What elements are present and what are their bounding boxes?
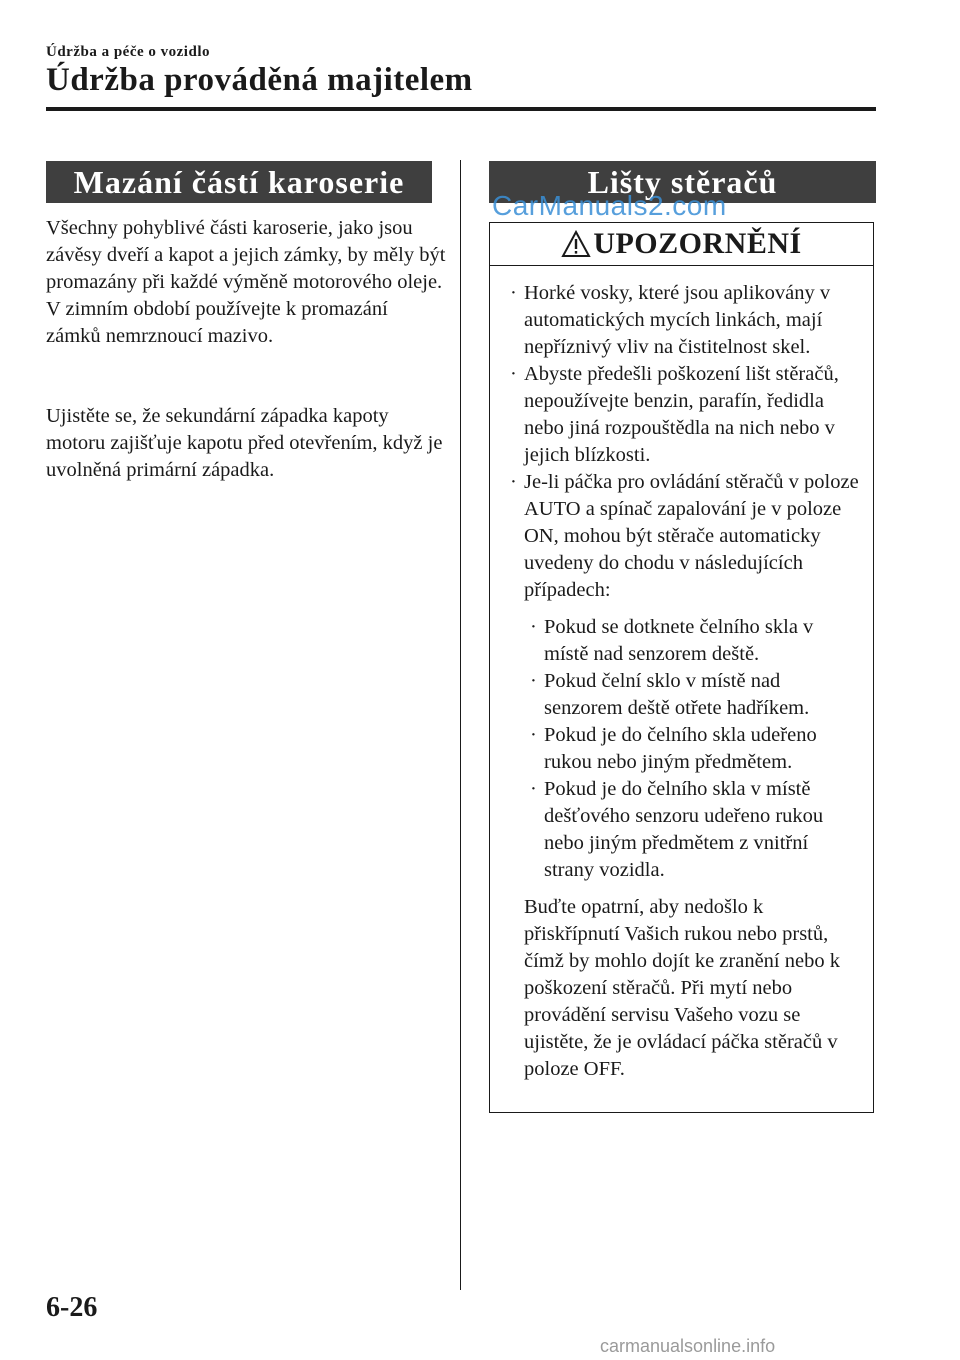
- caution-sub-bullet: · Pokud čelní sklo v místě nad senzorem deště otřete hadříkem.: [530, 668, 859, 722]
- footer-site-mark: carmanualsonline.info: [600, 1336, 776, 1356]
- lubrication-paragraph-1: Všechny pohyblivé části karoserie, jako jsou závěsy dveří a kapot a jejich zámky, by měly být promazány při každé výměně motorového oleje. V zimním období používejte k promazání zámků nemrznoucí mazivo.: [46, 217, 446, 347]
- section-banner-lubrication: Mazání částí karoserie: [46, 161, 432, 203]
- caution-sub-list: [530, 614, 859, 884]
- header-rule: [46, 107, 876, 111]
- caution-sub-bullet: · Pokud se dotknete čelního skla v místě nad senzorem deště.: [530, 614, 859, 668]
- caution-body: [490, 266, 873, 1083]
- lubrication-paragraph-2: Ujistěte se, že sekundární západka kapoty motoru zajišťuje kapotu před otevřením, když je uvolněná primární západka.: [46, 405, 443, 481]
- caution-bullet: · Horké vosky, které jsou aplikovány v automatických mycích linkách, mají nepříznivý vliv na čistitelnost skel.: [510, 280, 859, 361]
- caution-heading: UPOZORNĚNÍ: [593, 227, 802, 260]
- caution-sub-bullet: · Pokud je do čelního skla udeřeno rukou nebo jiným předmětem.: [530, 722, 859, 776]
- caution-header: [490, 223, 873, 266]
- warning-triangle-icon: [561, 230, 591, 258]
- caution-bullet: · Abyste předešli poškození lišt stěračů, nepoužívejte benzin, parafín, ředidla nebo jiná rozpouštědla na nich nebo v jejich blízkosti.: [510, 361, 859, 469]
- section-banner-wiper-blades: Lišty stěračů: [489, 161, 876, 203]
- caution-box: [489, 222, 874, 1113]
- column-divider: [460, 160, 461, 1290]
- chapter-title: Údržba prováděná majitelem: [46, 62, 473, 98]
- caution-sub-bullet: · Pokud je do čelního skla v místě dešťového senzoru udeřeno rukou nebo jiným předmětem z vnitřní strany vozidla.: [530, 776, 859, 884]
- section-label: Údržba a péče o vozidlo: [46, 44, 210, 60]
- caution-bullet: · Je-li páčka pro ovládání stěračů v poloze AUTO a spínač zapalování je v poloze ON, mohou být stěrače automaticky uvedeny do chodu v následujících případech:: [510, 469, 859, 604]
- caution-closing-paragraph: Buďte opatrní, aby nedošlo k přiskřípnutí Vašich rukou nebo prstů, čímž by mohlo dojít ke zranění nebo k poškození stěračů. Při mytí nebo provádění servisu Vašeho vozu se ujistěte, že je ovládací páčka stěračů v poloze OFF.: [524, 896, 840, 1080]
- watermark-text: CarManuals2.com: [492, 190, 727, 221]
- page-number: 6-26: [46, 1292, 98, 1323]
